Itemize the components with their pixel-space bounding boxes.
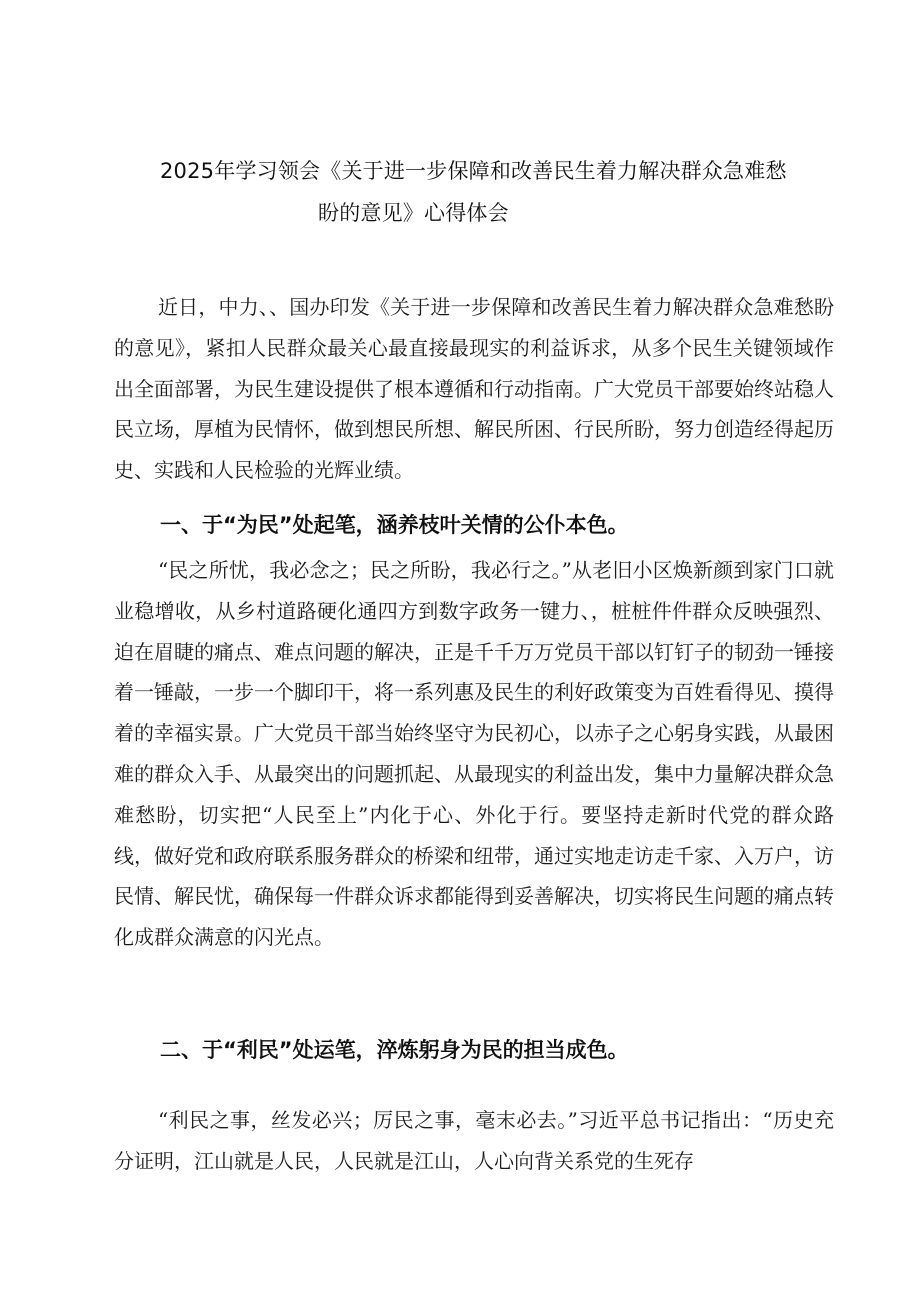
section-heading-1: 一、于“为民”处起笔，涵养枝叶关情的公仆本色。 [160,513,629,537]
body-paragraph-intro: 近日，中力、、国办印发《关于进一步保障和改善民生着力解决群众急难愁盼的意见》，紧扣人民群众最关心最直接最现实的利益诉求，从多个民生关键领域作出全面部署，为民生建设提供了根本遵循和行动指南。广大党员干部要始终站稳人民立场，厚植为民情怀，做到想民所想、解民所困、行民所盼，努力创造经得起历史、实践和人民检验的光辉业绩。 [114,295,834,483]
body-paragraph-section-1: “民之所忧，我必念之；民之所盼，我必行之。”从老旧小区焕新颜到家门口就业稳增收，从乡村道路硬化通四方到数字政务一键力、，桩桩件件群众反映强烈、迫在眉睫的痛点、难点问题的解决，正是千千万万党员干部以钉钉子的韧劲一锤接着一锤敲，一步一个脚印干，将一系列惠及民生的利好政策变为百姓看得见、摸得着的幸福实景。广大党员干部当始终坚守为民初心，以赤子之心躬身实践，从最困难的群众入手、从最突出的问题抓起、从最现实的利益出发，集中力量解决群众急难愁盼，切实把“人民至上”内化于心、外化于行。要坚持走新时代党的群众路线，做好党和政府联系服务群众的桥梁和纽带，通过实地走访走千家、入万户，访民情、解民忧，确保每一件群众诉求都能得到妥善解决，切实将民生问题的痛点转化成群众满意的闪光点。 [114,558,834,950]
document-title-line-2: 盼的意见》心得体会 [318,201,509,225]
document-title-line-1: 2025年学习领会《关于进一步保障和改善民生着力解决群众急难愁 [160,159,787,183]
section-heading-2: 二、于“利民”处运笔，淬炼躬身为民的担当成色。 [160,1038,629,1062]
body-paragraph-section-2: “利民之事，丝发必兴；厉民之事，毫末必去。”习近平总书记指出：“历史充分证明，江山就是人民，人民就是江山，人心向背关系党的生死存 [114,1108,834,1173]
